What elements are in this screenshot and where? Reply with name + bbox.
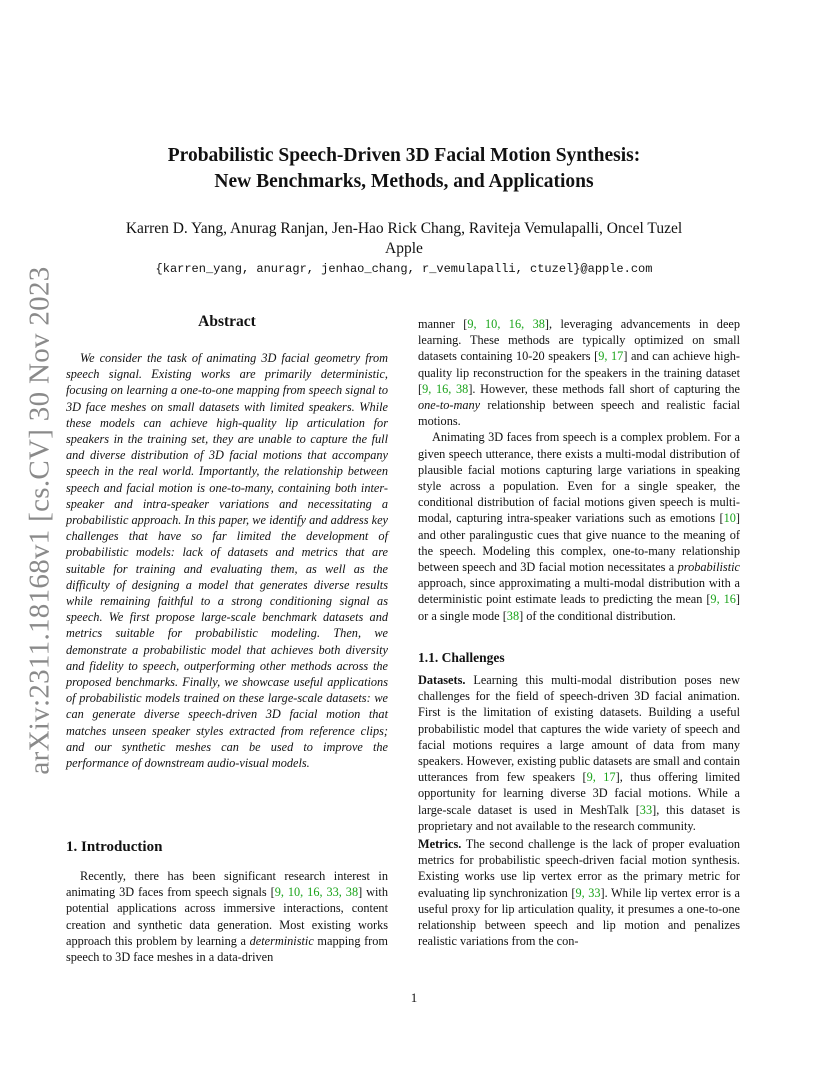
citation-link[interactable]: 38 <box>506 608 520 623</box>
emphasis: probabilistic <box>677 560 740 575</box>
citation-link[interactable]: 9, 16 <box>710 592 736 607</box>
right-paragraph-1 <box>418 316 740 429</box>
abstract-paragraph: We consider the task of animating 3D facial geometry from speech signal. Existing works are primarily deterministic, focusing on learning a one-to-one mapping from speech signal to 3D face meshes on small datasets with limited speakers. While these models can achieve high-quality lip articulation for speakers in the training set, they are unable to capture the full and diverse distribution of 3D facial motions that accompany speech in the real world. Importantly, the relationship between speech and facial motion is one-to-many, containing both inter-speaker and intra-speaker variations and necessitating a probabilistic approach. In this paper, we identify and address key challenges that have so far limited the development of probabilistic models: lack of datasets and metrics that are suitable for training and evaluating them, as well as the difficulty of designing a model that generates diverse results while remaining faithful to a strong conditioning signal as speech. We first propose large-scale benchmark datasets and metrics suitable for probabilistic modeling. Then, we demonstrate a probabilistic model that achieves both diversity and fidelity to speech, outperforming other methods across the proposed benchmarks. Finally, we showcase useful applications of probabilistic models trained on these large-scale datasets: we can generate diverse speech-driven 3D facial motion that matches unseen speaker styles extracted from reference clips; and our synthetic meshes can be used to improve the performance of downstream audio-visual models. <box>66 351 388 771</box>
abstract-text <box>66 350 388 771</box>
emphasis: one-to-many <box>418 398 481 413</box>
text: ] with potential applications across immersive interactions, content creation and synthetic data generation. Most existing works approach this problem by learning a <box>66 885 388 948</box>
citation-link[interactable]: 10 <box>723 511 736 526</box>
paper-title <box>100 143 708 195</box>
intro-paragraph <box>66 868 388 965</box>
citation-link[interactable]: 9, 17 <box>586 770 616 785</box>
citation-link[interactable]: 9, 17 <box>598 349 624 364</box>
emphasis: deterministic <box>249 933 314 948</box>
affiliation: Apple <box>385 240 423 257</box>
citation-link[interactable]: 9, 10, 16, 33, 38 <box>274 885 359 900</box>
text: ] and other paralingustic cues that give nuance to the meaning of the speech. Modeling this complex, one-to-many relationship between speech and 3D facial motion necessitates a <box>418 511 740 575</box>
text: relationship between speech and realistic facial motions. <box>418 398 740 429</box>
emails: {karren_yang, anuragr, jenhao_chang, r_vemulapalli, ctuzel}@apple.com <box>155 262 653 276</box>
right-column-top <box>418 316 740 624</box>
citation-link[interactable]: 9, 33 <box>575 885 601 900</box>
metrics-paragraph <box>418 836 740 949</box>
authors: Karren D. Yang, Anurag Ranjan, Jen-Hao Rick Chang, Raviteja Vemulapalli, Oncel Tuzel <box>125 220 683 237</box>
text: ], leveraging advancements in deep learning. These methods are typically optimized on small datasets containing 10-20 speakers [ <box>418 317 741 364</box>
text: approach, since approximating a multi-modal distribution with a deterministic point estimate leads to predicting the mean [ <box>418 576 740 607</box>
text: ] and can achieve high-quality lip reconstruction for the speakers in the training dataset [ <box>418 349 740 396</box>
text: ], thus offering limited opportunity for learning diverse 3D facial motions. While a large-scale dataset is used in MeshTalk [ <box>418 770 740 817</box>
page-number: 1 <box>410 990 418 1005</box>
citation-link[interactable]: 33 <box>639 802 653 817</box>
text: Recently, there has been significant research interest in animating 3D faces from speech signals [ <box>66 869 388 900</box>
text: manner [ <box>418 317 468 331</box>
arxiv-id: arXiv:2311.18168v1 [cs.CV] 30 Nov 2023 <box>23 265 56 775</box>
text: The second challenge is the lack of proper evaluation metrics for probabilistic speech-driven facial motion synthesis. Existing works use lip vertex error as the primary metric for evaluating lip synchronization [ <box>418 837 740 900</box>
text: ] or a single mode [ <box>418 592 740 623</box>
text: mapping from speech to 3D face meshes in a data-driven <box>66 933 388 965</box>
right-paragraph-2 <box>418 429 740 623</box>
challenges-heading: 1.1. Challenges <box>418 650 505 665</box>
intro-heading: 1. Introduction <box>66 839 163 855</box>
arxiv-watermark <box>10 265 70 775</box>
text: Animating 3D faces from speech is a complex problem. For a given speech utterance, there exists a multi-modal distribution of plausible facial motions capturing large variations in speaking style across a population. Even for a single speaker, the conditional distribution of facial motions given speech is multi-modal, capturing intra-speaker variations such as emotions [ <box>418 430 740 526</box>
abstract-heading: Abstract <box>198 313 256 330</box>
paragraph-label: Metrics. <box>418 837 462 852</box>
citation-link[interactable]: 9, 16, 38 <box>422 381 469 396</box>
paragraph-label: Datasets. <box>418 673 466 687</box>
text: ]. However, these methods fall short of capturing the <box>468 381 740 396</box>
citation-link[interactable]: 9, 10, 16, 38 <box>467 317 545 331</box>
title-line-2: New Benchmarks, Methods, and Applications <box>214 171 594 192</box>
datasets-paragraph <box>418 672 740 834</box>
text: ] of the conditional distribution. <box>519 608 676 623</box>
text: Learning this multi-modal distribution poses new challenges for the field of speech-driven 3D facial animation. First is the limitation of existing datasets. Building a useful probabilistic model that captures the wide variety of speech and facial motions requires a large amount of data from many speakers. However, existing public datasets are small and contain utterances from few speakers [ <box>418 673 740 785</box>
right-column-bottom <box>418 672 740 949</box>
text: ]. While lip vertex error is a useful proxy for lip articulation quality, it presumes a one-to-one relationship between speech and lip motion and penalizes realistic variations from the con- <box>418 885 740 949</box>
text: ], this dataset is proprietary and not available to the research community. <box>418 802 740 833</box>
title-line-1: Probabilistic Speech-Driven 3D Facial Motion Synthesis: <box>167 145 641 166</box>
